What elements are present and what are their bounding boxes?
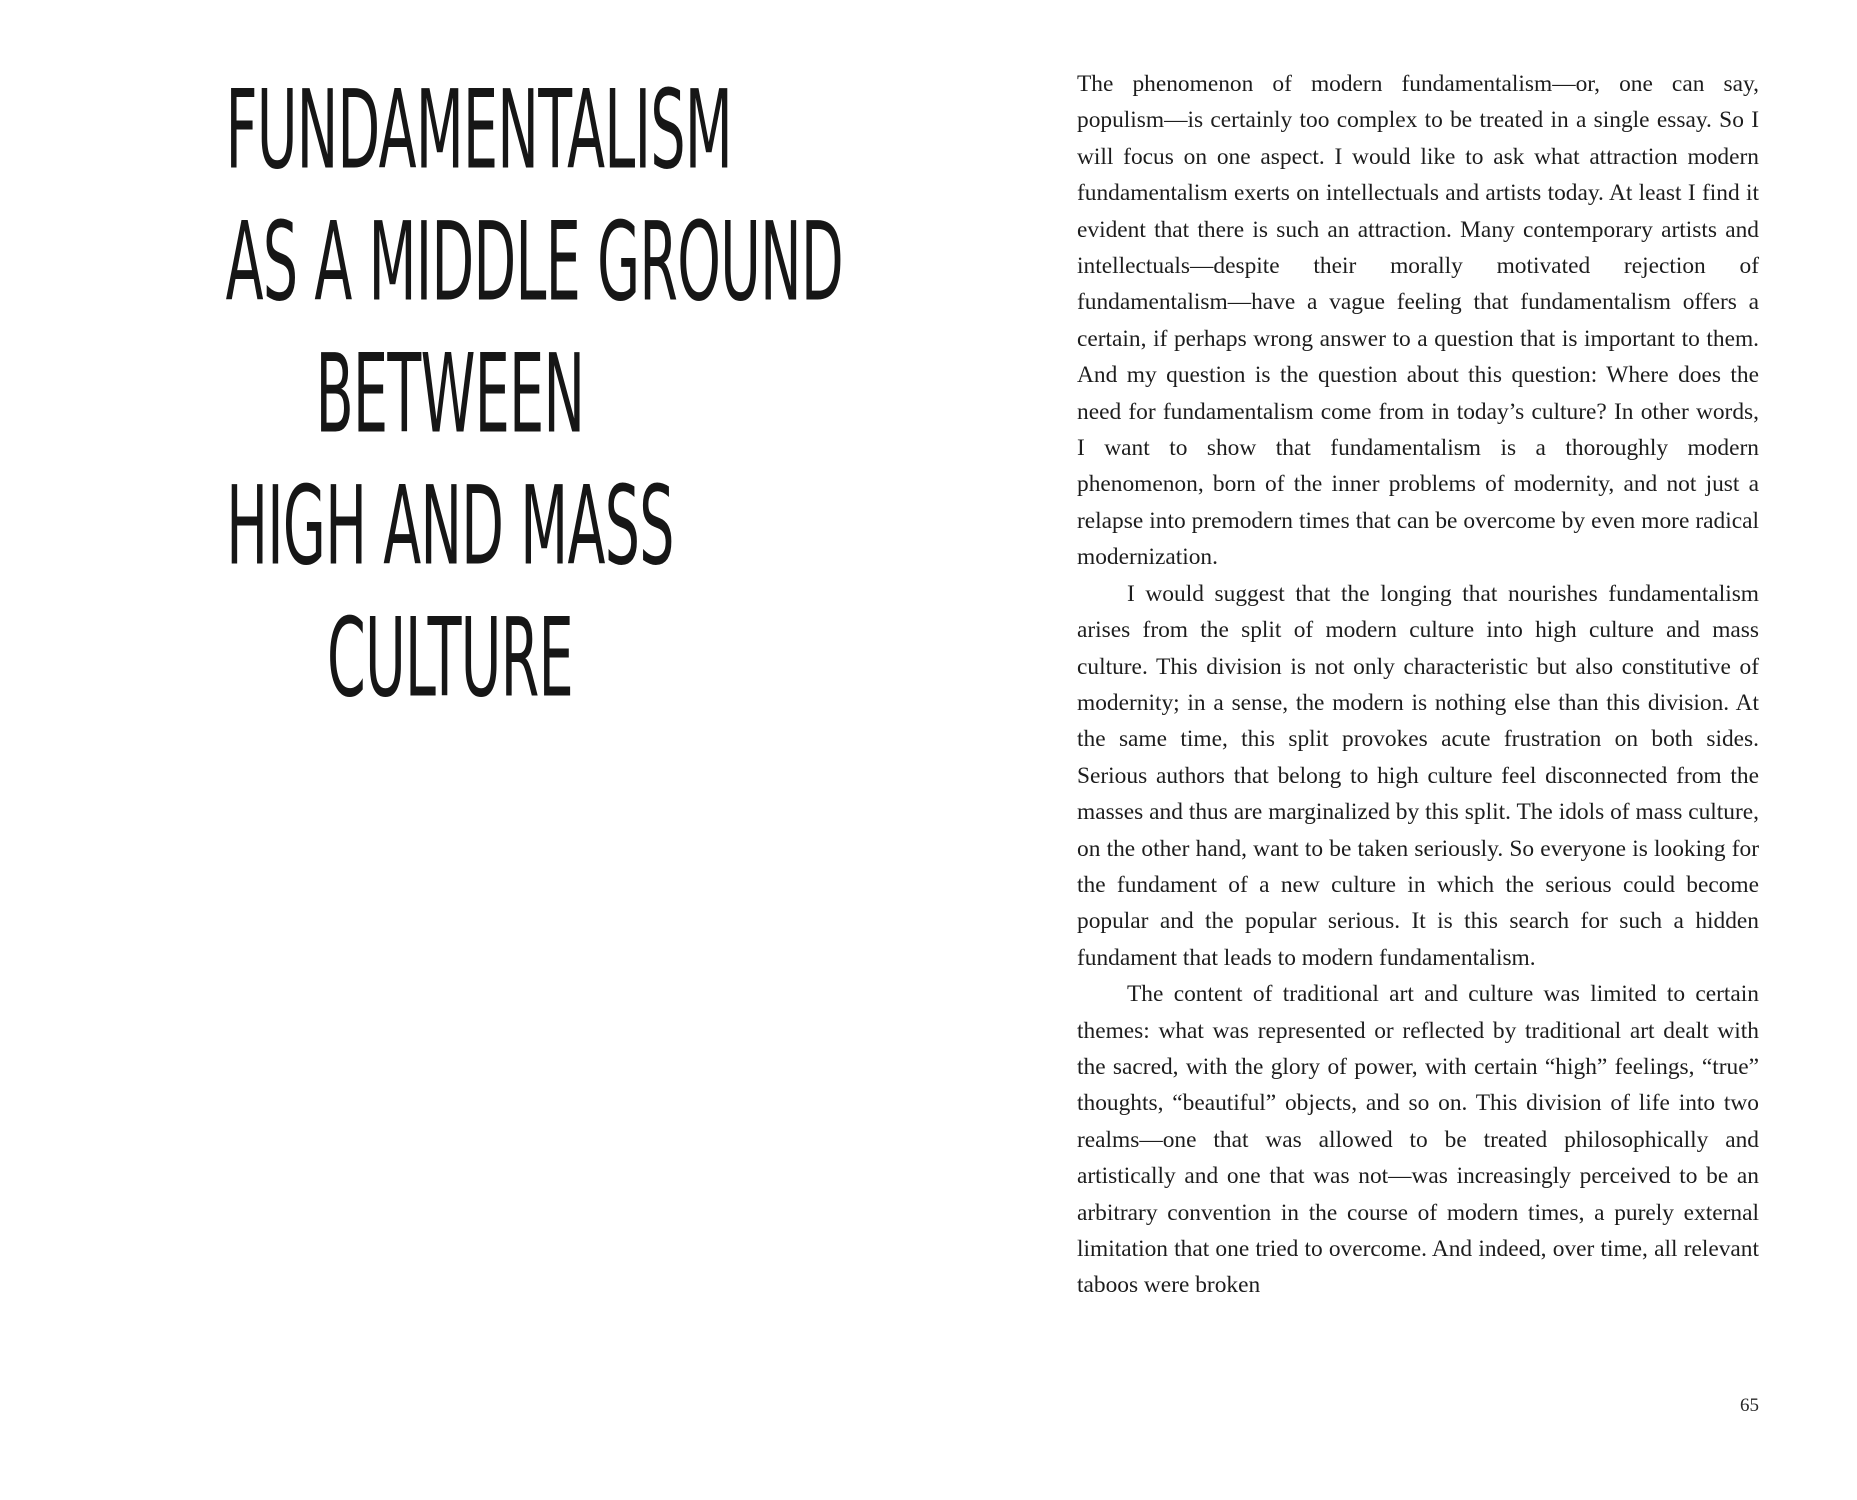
body-paragraph: The phenomenon of modern fundamentalism—or, one can say, populism—is certainly too complex to be treated in a single essay. So I will focus on one aspect. I would like to ask what attraction modern fundamentalism exerts on intellectuals and artists today. At least I find it evident that there is such an attraction. Many contemporary artists and intellectuals—despite their morally motivated rejection of fundamentalism—have a vague feeling that fundamentalism offers a certain, if perhaps wrong answer to a question that is important to them. And my question is the question about this question: Where does the need for fundamentalism come from in today’s culture? In other words, I want to show that fundamentalism is a thoroughly modern phenomenon, born of the inner problems of modernity, and not just a relapse into premodern times that can be overcome by even more radical modernization. [1077, 71, 1759, 571]
chapter-title-line: BETWEEN [315, 330, 585, 458]
chapter-title-line: HIGH AND MASS [226, 462, 674, 590]
chapter-title-line: AS A MIDDLE GROUND [225, 198, 843, 326]
body-text [1077, 66, 1759, 1304]
chapter-title-line: FUNDAMENTALISM [225, 66, 733, 194]
chapter-title [110, 64, 843, 724]
chapter-title-line: CULTURE [327, 594, 573, 722]
left-page [0, 0, 928, 1500]
body-paragraph: I would suggest that the longing that nourishes fundamentalism arises from the split of modern culture into high culture and mass culture. This division is not only characteristic but also constitutive of modernity; in a sense, the modern is nothing else than this division. At the same time, this split provokes acute frustration on both sides. Serious authors that belong to high culture feel disconnected from the masses and thus are marginalized by this split. The idols of mass culture, on the other hand, want to be taken seriously. So everyone is looking for the fundament of a new culture in which the serious could become popular and the popular serious. It is this search for such a hidden fundament that leads to modern fundamentalism. [1077, 580, 1759, 971]
right-page [928, 0, 1857, 1500]
page-number: 65 [1740, 1395, 1759, 1416]
body-paragraph: The content of traditional art and culture was limited to certain themes: what was represented or reflected by traditional art dealt with the sacred, with the glory of power, with certain “high” feelings, “true” thoughts, “beautiful” objects, and so on. This division of life into two realms—one that was allowed to be treated philosophically and artistically and one that was not—was increasingly perceived to be an arbitrary convention in the course of modern times, a purely external limitation that one tried to overcome. And indeed, over time, all relevant taboos were broken [1077, 981, 1759, 1299]
